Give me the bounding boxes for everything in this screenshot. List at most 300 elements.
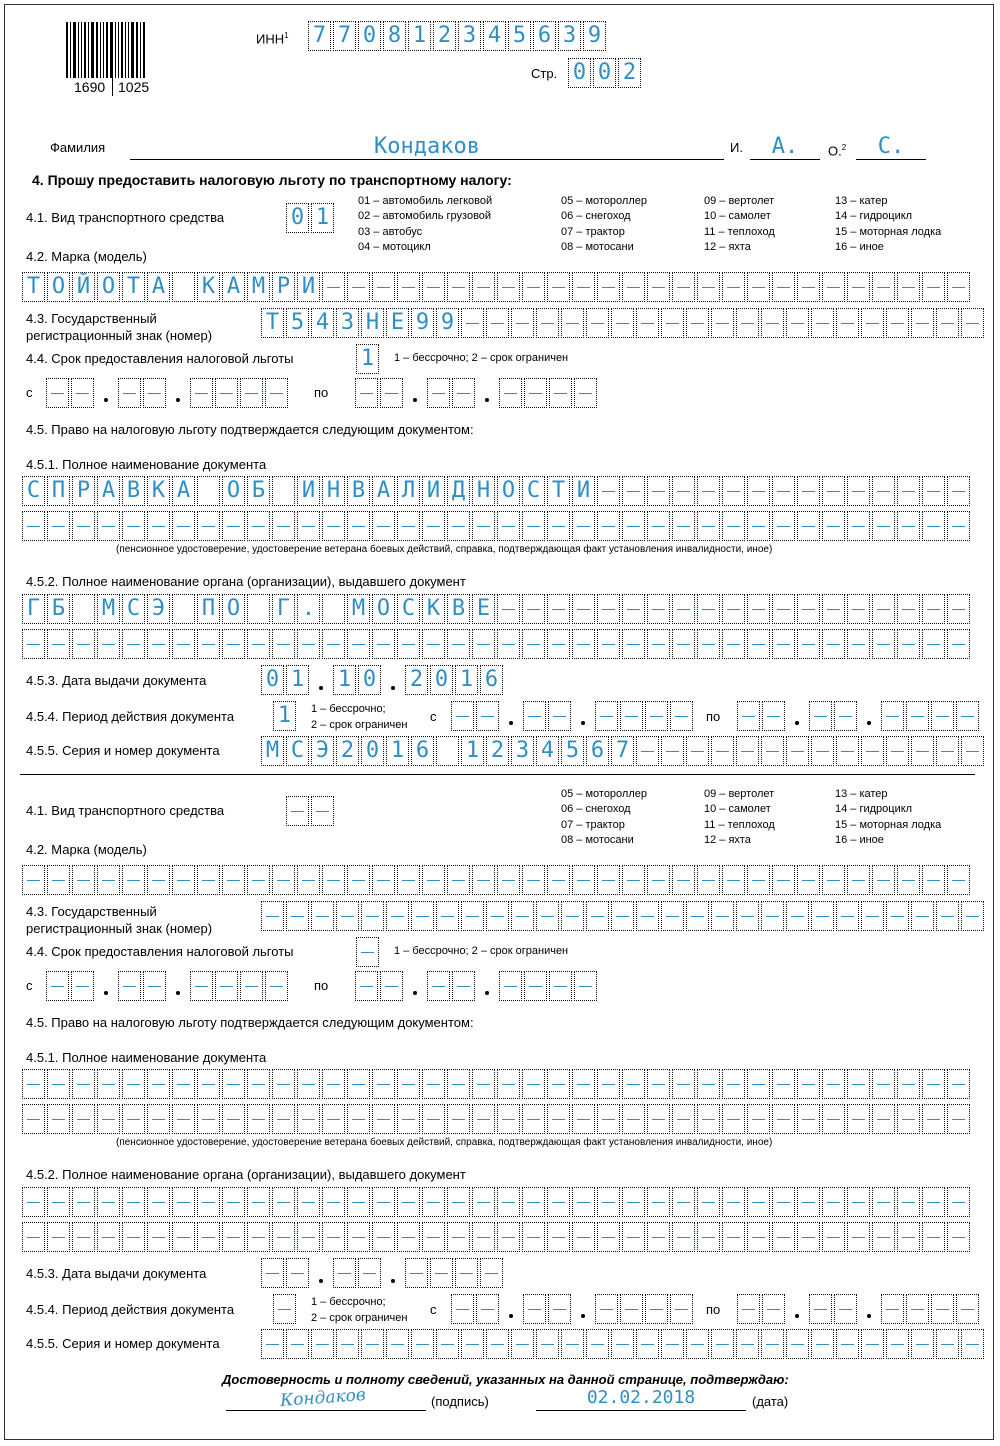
page-number-cells[interactable]	[568, 58, 643, 88]
char-cell	[661, 901, 684, 931]
char-cell: 1	[333, 665, 356, 695]
b1-period-po-year[interactable]	[881, 701, 981, 731]
char-cell: Е	[386, 308, 409, 338]
b2-vt-07: 07 – трактор	[561, 819, 625, 831]
char-cell	[222, 865, 245, 895]
char-cell	[647, 1069, 670, 1099]
b2-period-hint2: 2 – срок ограничен	[311, 1312, 408, 1324]
char-cell	[686, 901, 709, 931]
char-cell	[272, 629, 295, 659]
char-cell	[372, 1222, 395, 1252]
b1-vt-10: 10 – самолет	[704, 210, 771, 222]
char-cell	[356, 937, 379, 967]
b2-po-year[interactable]	[499, 971, 599, 1001]
char-cell	[247, 629, 270, 659]
char-cell	[797, 1069, 820, 1099]
char-cell	[762, 701, 785, 731]
char-cell	[72, 1069, 95, 1099]
char-cell	[872, 272, 895, 302]
char-cell	[647, 1104, 670, 1134]
char-cell	[772, 511, 795, 541]
char-cell	[422, 1222, 445, 1252]
char-cell	[586, 308, 609, 338]
char-cell	[197, 629, 220, 659]
initial2-value[interactable]: С.	[877, 134, 905, 159]
char-cell	[405, 1258, 428, 1288]
char-cell	[861, 901, 884, 931]
confirm-text: Достоверность и полноту сведений, указанных на данной странице, подтверждаю:	[222, 1372, 789, 1387]
char-cell	[736, 736, 759, 766]
char-cell	[97, 629, 120, 659]
char-cell	[497, 511, 520, 541]
char-cell	[222, 629, 245, 659]
b2-dateissue-year[interactable]	[405, 1258, 505, 1288]
char-cell	[311, 796, 334, 826]
char-cell	[947, 272, 970, 302]
b1-vt-04: 04 – мотоцикл	[358, 241, 431, 253]
char-cell	[711, 308, 734, 338]
b1-vt-05: 05 – мотороллер	[561, 195, 648, 207]
b1-period-po-dot2	[867, 721, 871, 725]
char-cell	[597, 272, 620, 302]
b2-period-hint1: 1 – бессрочно;	[311, 1296, 386, 1308]
char-cell: Б	[247, 476, 270, 506]
char-cell	[647, 1187, 670, 1217]
char-cell	[322, 511, 345, 541]
char-cell: 2	[486, 736, 509, 766]
char-cell	[672, 1187, 695, 1217]
char-cell	[622, 511, 645, 541]
b2-po-month[interactable]	[427, 971, 477, 1001]
char-cell	[881, 701, 904, 731]
b1-po-month[interactable]	[427, 378, 477, 408]
char-cell	[451, 1294, 474, 1324]
char-cell	[522, 629, 545, 659]
char-cell: Й	[72, 272, 95, 302]
char-cell: 9	[411, 308, 434, 338]
b1-period-cell[interactable]	[273, 701, 298, 731]
b2-period-po-day[interactable]	[737, 1294, 787, 1324]
char-cell: Н	[472, 476, 495, 506]
b2-period-s-day[interactable]	[451, 1294, 501, 1324]
b1-period-s-year[interactable]	[595, 701, 695, 731]
b2-srok-hint: 1 – бессрочно; 2 – срок ограничен	[394, 945, 569, 957]
date-caption: (дата)	[752, 1394, 789, 1409]
char-cell	[522, 865, 545, 895]
b2-period-s-month[interactable]	[523, 1294, 573, 1324]
b2-gos-label-2: регистрационный знак (номер)	[26, 921, 213, 936]
char-cell	[797, 272, 820, 302]
b1-srok-cell[interactable]	[356, 344, 381, 374]
char-cell	[172, 1222, 195, 1252]
b2-marka-cells[interactable]	[22, 865, 972, 895]
char-cell: 0	[358, 665, 381, 695]
b2-po-dot1	[413, 991, 417, 995]
char-cell: 2	[405, 665, 428, 695]
char-cell	[622, 476, 645, 506]
char-cell: О	[497, 476, 520, 506]
char-cell: И	[297, 272, 320, 302]
char-cell	[172, 594, 195, 624]
char-cell	[647, 594, 670, 624]
char-cell	[897, 511, 920, 541]
char-cell	[272, 1222, 295, 1252]
char-cell	[961, 901, 984, 931]
char-cell	[961, 308, 984, 338]
b1-period-s-dot2	[581, 721, 585, 725]
char-cell	[622, 1222, 645, 1252]
char-cell	[822, 1069, 845, 1099]
b2-period-s-year[interactable]	[595, 1294, 695, 1324]
b1-vt-15: 15 – моторная лодка	[835, 226, 942, 238]
barcode-number-right: 1025	[118, 79, 150, 95]
char-cell	[272, 1104, 295, 1134]
signature-caption: (подпись)	[431, 1394, 489, 1409]
char-cell	[936, 1329, 959, 1359]
char-cell	[46, 378, 69, 408]
b1-gos-label-2: регистрационный знак (номер)	[26, 328, 213, 343]
char-cell	[47, 629, 70, 659]
char-cell: 6	[533, 21, 556, 51]
char-cell: 0	[358, 21, 381, 51]
char-cell	[71, 971, 94, 1001]
b1-s-dot1	[104, 398, 108, 402]
char-cell	[811, 736, 834, 766]
char-cell	[297, 865, 320, 895]
char-cell	[422, 629, 445, 659]
char-cell	[947, 1104, 970, 1134]
b1-vt-01: 01 – автомобиль легковой	[358, 195, 493, 207]
char-cell	[697, 1222, 720, 1252]
char-cell: 3	[511, 736, 534, 766]
char-cell	[647, 511, 670, 541]
char-cell	[472, 1104, 495, 1134]
b2-po-day[interactable]	[355, 971, 405, 1001]
char-cell	[722, 1222, 745, 1252]
char-cell	[636, 901, 659, 931]
date-value[interactable]: 02.02.2018	[586, 1387, 696, 1408]
char-cell	[886, 736, 909, 766]
char-cell: 0	[568, 58, 591, 88]
b2-docname-cells-2[interactable]	[22, 1104, 972, 1134]
char-cell	[686, 736, 709, 766]
char-cell	[897, 1187, 920, 1217]
b1-s-year[interactable]	[190, 378, 290, 408]
b1-docname-cells-1[interactable]	[22, 476, 972, 506]
b1-period-s-month[interactable]	[523, 701, 573, 731]
b2-dateissue-dot1	[319, 1279, 323, 1283]
char-cell	[297, 1222, 320, 1252]
char-cell	[347, 1187, 370, 1217]
barcode-bar	[115, 22, 116, 78]
b1-s-day[interactable]	[46, 378, 96, 408]
b2-period-po-year[interactable]	[881, 1294, 981, 1324]
char-cell	[247, 1222, 270, 1252]
char-cell	[922, 1104, 945, 1134]
char-cell	[847, 1222, 870, 1252]
b2-s-day[interactable]	[46, 971, 96, 1001]
b2-dateissue-day[interactable]	[261, 1258, 311, 1288]
char-cell	[472, 272, 495, 302]
char-cell	[897, 1069, 920, 1099]
b1-docname-cells-2[interactable]	[22, 511, 972, 541]
char-cell	[372, 865, 395, 895]
char-cell	[611, 308, 634, 338]
char-cell	[772, 865, 795, 895]
char-cell	[272, 476, 295, 506]
b1-po-label: по	[314, 385, 329, 400]
char-cell	[336, 901, 359, 931]
char-cell	[472, 1187, 495, 1217]
char-cell	[672, 1222, 695, 1252]
char-cell	[747, 629, 770, 659]
b1-vt-13: 13 – катер	[835, 195, 888, 207]
char-cell	[786, 308, 809, 338]
char-cell	[947, 594, 970, 624]
barcode-bar	[106, 22, 108, 78]
char-cell: А	[222, 272, 245, 302]
char-cell	[297, 629, 320, 659]
char-cell: 4	[483, 21, 506, 51]
b1-po-year[interactable]	[499, 378, 599, 408]
char-cell: О	[372, 594, 395, 624]
b2-docname-hint: (пенсионное удостоверение, удостоверение ветерана боевых действий, справка, подтверждающая факт установления инвалидности, иное)	[116, 1137, 773, 1148]
char-cell	[486, 901, 509, 931]
char-cell	[286, 901, 309, 931]
char-cell	[572, 1187, 595, 1217]
b1-period-po-month[interactable]	[809, 701, 859, 731]
char-cell	[597, 476, 620, 506]
char-cell: Л	[397, 476, 420, 506]
initial1-value[interactable]: А.	[771, 134, 799, 159]
char-cell	[897, 865, 920, 895]
b2-vt-14: 14 – гидроцикл	[835, 803, 913, 815]
char-cell: 2	[433, 21, 456, 51]
char-cell: 3	[458, 21, 481, 51]
char-cell: Б	[47, 594, 70, 624]
barcode-bar	[136, 22, 138, 78]
b1-period-po-day[interactable]	[737, 701, 787, 731]
barcode-bar	[91, 22, 94, 78]
char-cell	[536, 901, 559, 931]
char-cell	[572, 865, 595, 895]
char-cell	[222, 1222, 245, 1252]
barcode-bar	[128, 22, 129, 78]
char-cell	[522, 1187, 545, 1217]
char-cell: 0	[593, 58, 616, 88]
initial2-underline	[856, 159, 926, 160]
char-cell	[522, 594, 545, 624]
b1-dateissue-month[interactable]	[333, 665, 383, 695]
b1-series-cells[interactable]	[261, 736, 986, 766]
char-cell	[122, 1069, 145, 1099]
char-cell	[622, 865, 645, 895]
char-cell	[461, 308, 484, 338]
char-cell	[522, 1104, 545, 1134]
char-cell: И	[572, 476, 595, 506]
b2-s-dot2	[176, 991, 180, 995]
char-cell: Р	[72, 476, 95, 506]
char-cell	[922, 594, 945, 624]
char-cell: В	[122, 476, 145, 506]
b1-marka-cells[interactable]	[22, 272, 972, 302]
b2-vt-09: 09 – вертолет	[704, 788, 775, 800]
char-cell	[273, 1294, 296, 1324]
char-cell	[322, 272, 345, 302]
char-cell	[547, 1222, 570, 1252]
char-cell	[122, 629, 145, 659]
b2-srok-cell[interactable]	[356, 937, 381, 967]
char-cell: Т	[547, 476, 570, 506]
b1-organ-cells-2[interactable]	[22, 629, 972, 659]
char-cell	[476, 701, 499, 731]
b2-vid-cells[interactable]	[286, 796, 336, 826]
char-cell	[922, 1187, 945, 1217]
b1-period-s-day[interactable]	[451, 701, 501, 731]
char-cell	[872, 1069, 895, 1099]
b2-dateissue-month[interactable]	[333, 1258, 383, 1288]
b1-vt-02: 02 – автомобиль грузовой	[358, 210, 492, 222]
char-cell	[118, 378, 141, 408]
char-cell: Е	[472, 594, 495, 624]
char-cell	[711, 901, 734, 931]
char-cell	[497, 272, 520, 302]
char-cell	[261, 1329, 284, 1359]
char-cell: О	[47, 272, 70, 302]
b1-pravo-label: 4.5. Право на налоговую льготу подтверждается следующим документом:	[26, 422, 474, 437]
b2-vt-12: 12 – яхта	[704, 834, 751, 846]
b1-dateissue-year[interactable]	[405, 665, 505, 695]
b2-s-month[interactable]	[118, 971, 168, 1001]
char-cell	[46, 971, 69, 1001]
char-cell: Н	[322, 476, 345, 506]
b2-period-s-dot2	[581, 1314, 585, 1318]
char-cell	[620, 701, 643, 731]
surname-value[interactable]: Кондаков	[374, 134, 480, 159]
char-cell	[47, 865, 70, 895]
char-cell	[822, 476, 845, 506]
char-cell	[97, 1187, 120, 1217]
b2-docname-cells-1[interactable]	[22, 1069, 972, 1099]
char-cell: 2	[618, 58, 641, 88]
char-cell	[322, 594, 345, 624]
char-cell: А	[97, 476, 120, 506]
b2-period-cell[interactable]	[273, 1294, 298, 1324]
char-cell	[881, 1294, 904, 1324]
char-cell	[572, 511, 595, 541]
char-cell	[809, 1294, 832, 1324]
b2-s-year[interactable]	[190, 971, 290, 1001]
char-cell	[122, 1104, 145, 1134]
char-cell	[147, 1104, 170, 1134]
char-cell	[597, 511, 620, 541]
char-cell: С	[522, 476, 545, 506]
b2-marka-label: 4.2. Марка (модель)	[26, 842, 147, 857]
b1-dateissue-day[interactable]	[261, 665, 311, 695]
b2-period-po-month[interactable]	[809, 1294, 859, 1324]
char-cell	[47, 1222, 70, 1252]
char-cell	[499, 971, 522, 1001]
char-cell	[736, 1329, 759, 1359]
char-cell	[547, 1069, 570, 1099]
inn-cells[interactable]	[308, 21, 608, 51]
b1-vid-cells[interactable]	[286, 203, 336, 233]
char-cell	[672, 272, 695, 302]
char-cell	[97, 511, 120, 541]
b2-organ-cells-1[interactable]	[22, 1187, 972, 1217]
char-cell	[697, 476, 720, 506]
b2-gos-cells[interactable]	[261, 901, 986, 931]
char-cell	[215, 971, 238, 1001]
char-cell	[247, 1187, 270, 1217]
char-cell	[476, 1294, 499, 1324]
char-cell	[322, 1104, 345, 1134]
char-cell	[586, 1329, 609, 1359]
b2-organ-cells-2[interactable]	[22, 1222, 972, 1252]
b1-gos-cells[interactable]	[261, 308, 986, 338]
char-cell	[22, 511, 45, 541]
char-cell	[847, 594, 870, 624]
char-cell	[636, 308, 659, 338]
b1-period-hint2: 2 – срок ограничен	[311, 719, 408, 731]
char-cell	[261, 1258, 284, 1288]
char-cell	[143, 971, 166, 1001]
char-cell	[672, 476, 695, 506]
char-cell: Р	[272, 272, 295, 302]
char-cell	[906, 701, 929, 731]
b1-organ-cells-1[interactable]	[22, 594, 972, 624]
b1-s-month[interactable]	[118, 378, 168, 408]
b1-po-day[interactable]	[355, 378, 405, 408]
char-cell	[272, 865, 295, 895]
char-cell	[897, 629, 920, 659]
barcode-bar	[78, 22, 79, 78]
char-cell	[297, 511, 320, 541]
b2-vt-08: 08 – мотосани	[561, 834, 634, 846]
char-cell	[272, 511, 295, 541]
char-cell	[222, 511, 245, 541]
b1-vt-07: 07 – трактор	[561, 226, 625, 238]
b2-series-cells[interactable]	[261, 1329, 986, 1359]
char-cell	[670, 701, 693, 731]
char-cell	[597, 1104, 620, 1134]
b1-srok-hint: 1 – бессрочно; 2 – срок ограничен	[394, 352, 569, 364]
char-cell	[595, 1294, 618, 1324]
b2-period-s-label: с	[430, 1302, 437, 1317]
initial2-label: О.$^2$	[828, 143, 847, 159]
char-cell	[72, 511, 95, 541]
char-cell	[872, 594, 895, 624]
char-cell	[247, 1069, 270, 1099]
char-cell	[422, 272, 445, 302]
char-cell	[897, 1104, 920, 1134]
char-cell: С	[286, 736, 309, 766]
char-cell	[897, 476, 920, 506]
char-cell	[672, 594, 695, 624]
char-cell	[522, 272, 545, 302]
char-cell	[222, 1187, 245, 1217]
char-cell	[297, 1187, 320, 1217]
barcode-bar	[88, 22, 89, 78]
char-cell	[661, 736, 684, 766]
char-cell	[523, 1294, 546, 1324]
char-cell: Т	[122, 272, 145, 302]
char-cell	[361, 1329, 384, 1359]
char-cell: 1	[386, 736, 409, 766]
char-cell	[847, 476, 870, 506]
char-cell	[436, 901, 459, 931]
char-cell: М	[247, 272, 270, 302]
